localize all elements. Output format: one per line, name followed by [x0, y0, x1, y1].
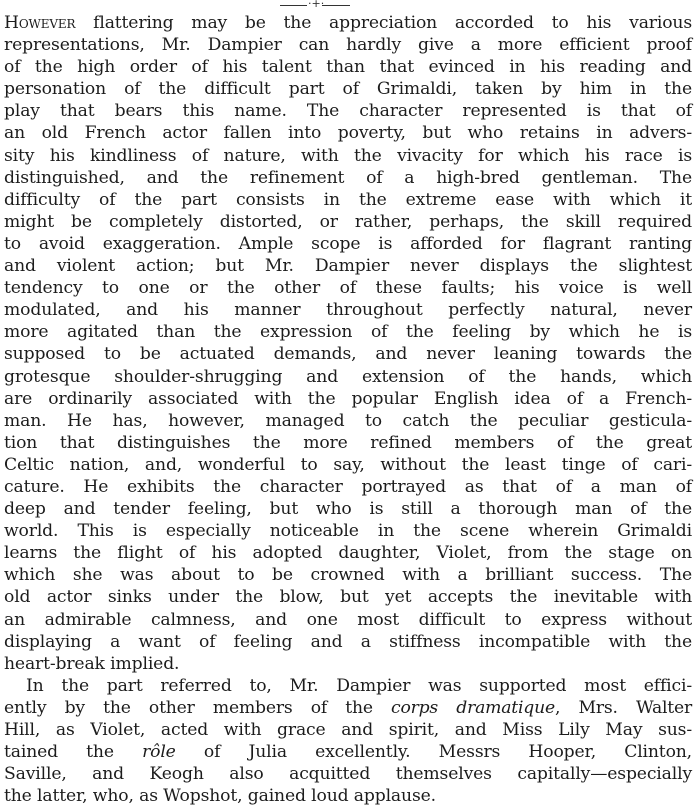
line-text: the latter, who, as Wopshot, gained loud applause.	[4, 786, 436, 807]
text-line	[4, 34, 692, 56]
line-text: more agitated than the expression of the feeling by which he is	[4, 322, 692, 343]
text-line	[4, 78, 692, 100]
text-line	[4, 56, 692, 78]
rule-left	[280, 5, 307, 6]
text-line	[4, 299, 692, 321]
line-text: might be completely distorted, or rather, perhaps, the skill required	[4, 211, 692, 232]
text-line	[4, 255, 692, 277]
line-text: supposed to be actuated demands, and never leaning towards the	[4, 344, 692, 365]
line-text-continued: , Mrs. Walter	[554, 697, 692, 718]
decorative-rule	[280, 1, 350, 11]
line-text: Saville, and Keogh also acquitted themselves capitally—especially	[4, 764, 692, 785]
line-text: learns the flight of his adopted daughter, Violet, from the stage on	[4, 543, 692, 564]
line-text: displaying a want of feeling and a stiffness incompatible with the	[4, 631, 692, 652]
line-text: old actor sinks under the blow, but yet accepts the inevitable with	[4, 587, 692, 608]
line-text: play that bears this name. The character represented is that of	[4, 101, 692, 122]
text-line	[4, 586, 692, 608]
line-text: representations, Mr. Dampier can hardly give a more efficient proof	[4, 35, 692, 56]
text-line	[4, 277, 692, 299]
article-body	[4, 12, 692, 807]
text-line	[4, 675, 692, 697]
line-text: Celtic nation, and, wonderful to say, without the least tinge of cari-	[4, 454, 692, 475]
line-text: an admirable calmness, and one most difficult to express without	[4, 609, 692, 630]
text-line	[4, 653, 692, 675]
line-text: deep and tender feeling, but who is still a thorough man of the	[4, 499, 692, 520]
text-line	[4, 145, 692, 167]
line-text: to avoid exaggeration. Ample scope is afforded for flagrant ranting	[4, 233, 692, 254]
text-line	[4, 366, 692, 388]
text-line	[4, 631, 692, 653]
text-line	[4, 454, 692, 476]
line-text: tendency to one or the other of these faults; his voice is well	[4, 278, 692, 299]
text-line	[4, 343, 692, 365]
line-text: tained the	[4, 742, 143, 763]
line-text: which she was about to be crowned with a brilliant success. The	[4, 565, 692, 586]
text-line	[4, 321, 692, 343]
line-text: flattering may be the appreciation accorded to his various	[75, 13, 692, 33]
text-line	[4, 719, 692, 741]
line-text: grotesque shoulder-shrugging and extension of the hands, which	[4, 366, 692, 387]
line-text: tion that distinguishes the more refined members of the great	[4, 432, 692, 453]
text-line	[4, 741, 692, 763]
line-text: distinguished, and the refinement of a high-bred gentleman. The	[4, 167, 692, 188]
line-text: cature. He exhibits the character portrayed as that of a man of	[4, 476, 692, 497]
text-line	[4, 189, 692, 211]
italic-phrase: rôle	[142, 742, 176, 763]
text-line	[4, 122, 692, 144]
text-line	[4, 12, 692, 34]
text-line	[4, 542, 692, 564]
line-text: world. This is especially noticeable in the scene wherein Grimaldi	[4, 521, 692, 542]
line-text: In the part referred to, Mr. Dampier was supported most effici-	[26, 675, 692, 696]
text-line	[4, 520, 692, 542]
line-text: heart-break implied.	[4, 653, 180, 674]
line-text: man. He has, however, managed to catch the peculiar gesticula-	[4, 410, 692, 431]
text-line	[4, 432, 692, 454]
article-paragraph	[4, 12, 692, 675]
text-line	[4, 498, 692, 520]
text-line	[4, 785, 692, 807]
text-line	[4, 211, 692, 233]
text-line	[4, 609, 692, 631]
text-line	[4, 476, 692, 498]
text-line	[4, 564, 692, 586]
lead-word: However	[4, 13, 76, 33]
line-text: difficulty of the part consists in the extreme ease with which it	[4, 189, 692, 210]
text-line	[4, 233, 692, 255]
text-line	[4, 697, 692, 719]
line-text: of the high order of his talent than that evinced in his reading and	[4, 57, 692, 78]
line-text: are ordinarily associated with the popular English idea of a French-	[4, 388, 692, 409]
line-text: ently by the other members of the	[4, 697, 392, 718]
line-text: sity his kindliness of nature, with the vivacity for which his race is	[4, 145, 692, 166]
article-paragraph	[4, 675, 692, 807]
line-text: and violent action; but Mr. Dampier never displays the slightest	[4, 256, 692, 277]
line-text-continued: of Julia excellently. Messrs Hooper, Clinton,	[175, 742, 692, 763]
text-line	[4, 410, 692, 432]
text-line	[4, 763, 692, 785]
text-line	[4, 388, 692, 410]
line-text: modulated, and his manner throughout perfectly natural, never	[4, 300, 692, 321]
italic-phrase: corps dramatique	[391, 697, 555, 718]
text-line	[4, 167, 692, 189]
line-text: personation of the difficult part of Grimaldi, taken by him in the	[4, 79, 692, 100]
ornament-mark: ·+·	[308, 0, 325, 10]
line-text: Hill, as Violet, acted with grace and spirit, and Miss Lily May sus-	[4, 720, 692, 740]
rule-right	[322, 5, 350, 6]
line-text: an old French actor fallen into poverty, but who retains in advers-	[4, 123, 692, 144]
text-line	[4, 100, 692, 122]
